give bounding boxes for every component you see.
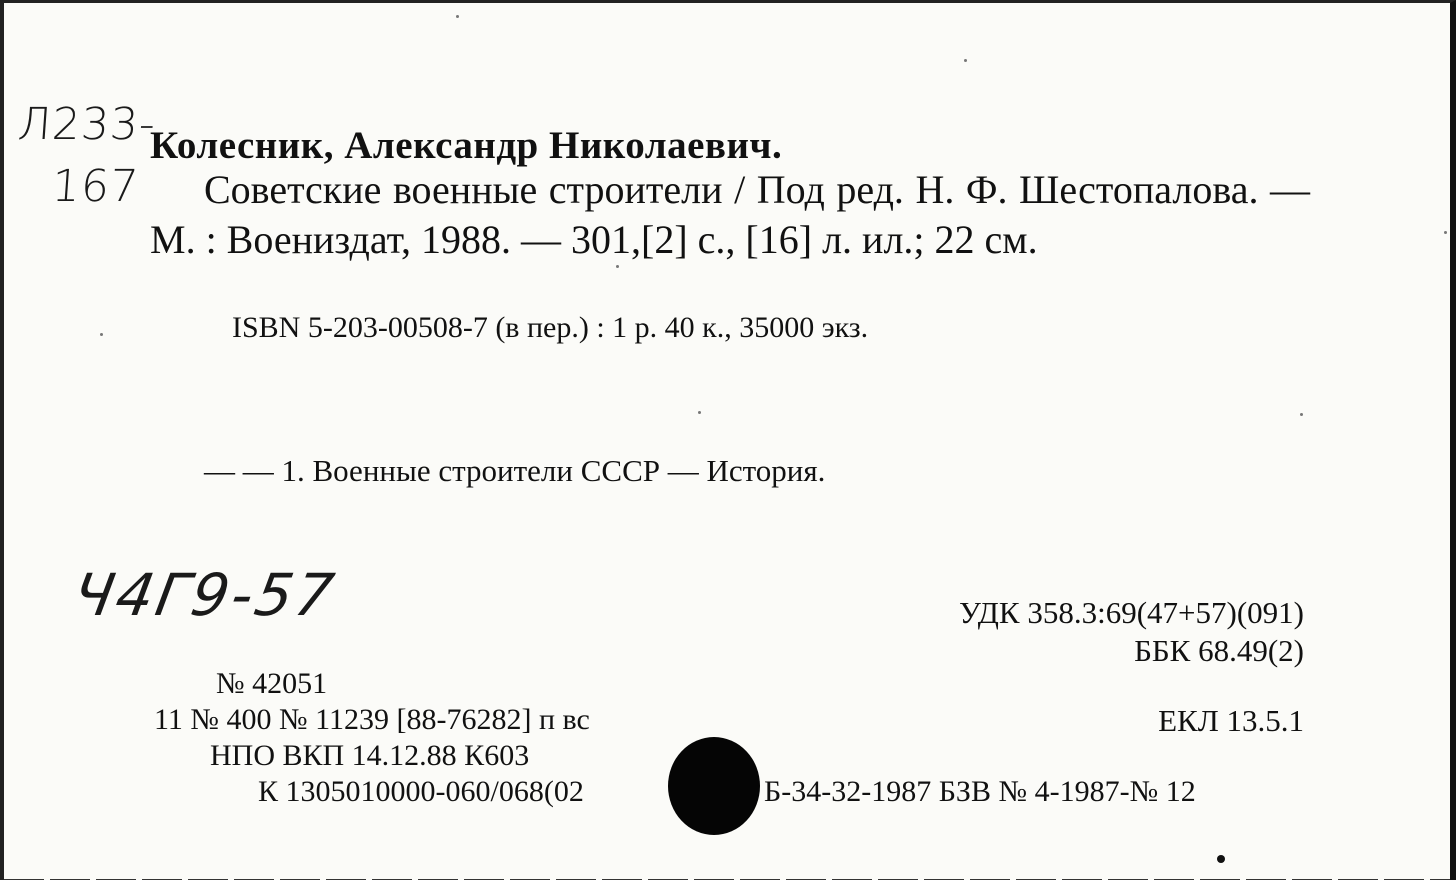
udk-code: УДК 358.3:69(47+57)(091) (958, 595, 1304, 630)
ekl-code: ЕКЛ 13.5.1 (1158, 703, 1304, 738)
bzv-code: Б-34-32-1987 БЗВ № 4-1987-№ 12 (764, 775, 1196, 808)
dust-speck (1217, 855, 1225, 863)
handwritten-call-number-line2: 167 (50, 161, 141, 212)
order-number: № 42051 (216, 667, 328, 700)
dust-speck (698, 411, 701, 414)
dust-speck (100, 333, 103, 336)
bibliographic-description: Советские военные строители / Под ред. Н. Ф. Шестопалова. — М. : Воениздат, 1988. — 301,[2] с., [16] л. ил.; 22 см. (150, 167, 1310, 262)
k-code: К 1305010000-060/068(02 (258, 775, 584, 808)
dust-speck (1444, 231, 1447, 234)
punch-hole (668, 737, 760, 835)
dust-speck (1300, 413, 1303, 416)
handwritten-shelf-code: Ч4Г9-57 (68, 561, 342, 629)
bbk-code: ББК 68.49(2) (1134, 633, 1304, 668)
dust-speck (456, 15, 459, 18)
print-info-line2: НПО ВКП 14.12.88 К603 (210, 739, 530, 772)
dust-speck (964, 59, 967, 62)
subject-heading: — — 1. Военные строители СССР — История. (204, 453, 826, 488)
author-heading: Колесник, Александр Николаевич. (150, 124, 783, 167)
isbn-line: ISBN 5-203-00508-7 (в пер.) : 1 р. 40 к., 35000 экз. (232, 311, 869, 344)
dust-speck (616, 265, 619, 268)
print-info-line1: 11 № 400 № 11239 [88-76282] п вс (154, 703, 590, 736)
handwritten-call-number-line1: Л233- (16, 99, 158, 150)
